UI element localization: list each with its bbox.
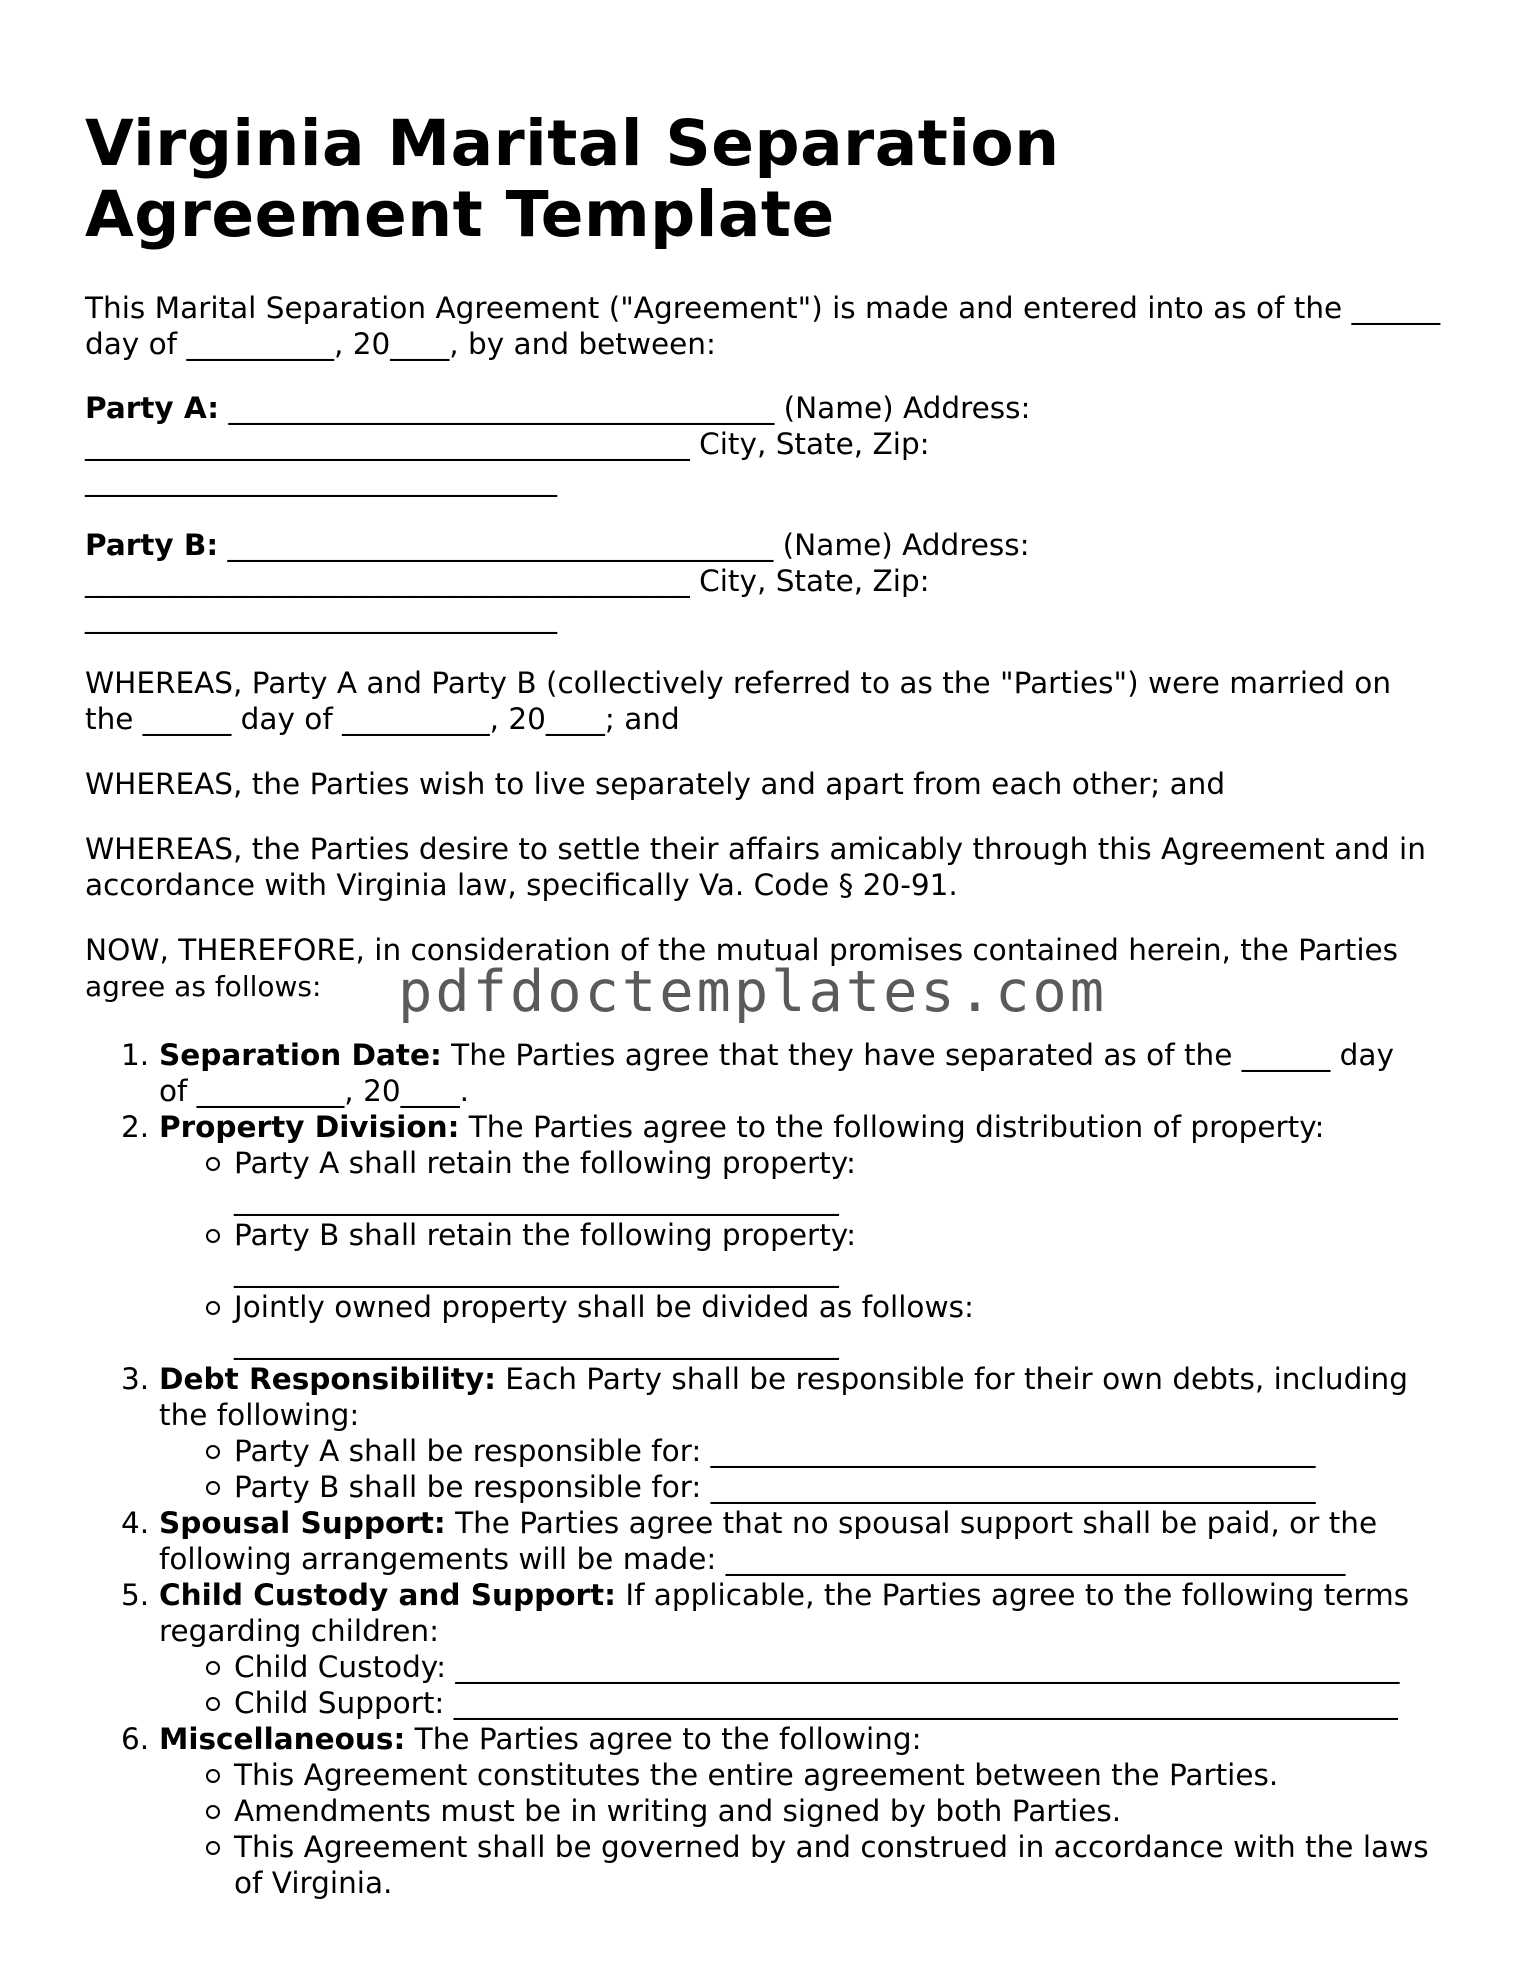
section-number: 6. [121,1722,150,1756]
list-item-text: of Virginia. [234,1866,393,1900]
party-a-block [85,390,1465,498]
section-property-division [121,1109,1532,1361]
party-a-zip-blank: ________________________________ [85,463,557,497]
section-number: 5. [121,1578,150,1612]
list-item: Party B shall be responsible for: _________________________________________ [234,1469,1532,1505]
section-text: Each Party shall be responsible for their own debts, including [495,1362,1408,1396]
list-item: Party A shall be responsible for: _________________________________________ [234,1433,1532,1469]
list-item: Child Support: ________________________________________________________________ [234,1685,1532,1721]
section-text: The Parties agree to the following: [405,1722,922,1756]
whereas-settle-line2: accordance with Virginia law, specifically Va. Code § 20-91. [85,868,958,902]
section-text: The Parties agree to the following distribution of property: [459,1110,1325,1144]
party-a-label: Party A: [85,391,220,425]
section-number: 3. [121,1362,150,1396]
whereas-married-line1: WHEREAS, Party A and Party B (collectively referred to as the "Parties") were married on [85,666,1392,700]
list-item [234,1217,1532,1289]
party-b-label: Party B: [85,528,219,562]
agreement-sections [85,1037,1532,1901]
page-title: Virginia Marital Separation Agreement Template [85,107,1060,251]
section-miscellaneous [121,1721,1532,1901]
section-heading: Separation Date: [159,1038,442,1072]
section-text: of __________, 20____. [159,1074,469,1108]
whereas-separate: WHEREAS, the Parties wish to live separately and apart from each other; and [85,767,1226,801]
section-heading: Miscellaneous: [159,1722,406,1756]
party-a-name-address: _____________________________________ (Name) Address: [219,391,1031,425]
whereas-married [85,665,1465,737]
blank-line: _________________________________________ [234,1326,839,1360]
section-text: following arrangements will be made: __________________________________________ [159,1542,1346,1576]
section-heading: Spousal Support: [159,1506,446,1540]
whereas-married-line2: the ______ day of __________, 20____; and [85,702,680,736]
section-heading: Property Division: [159,1110,460,1144]
section-text: If applicable, the Parties agree to the following terms [615,1578,1410,1612]
party-b-city-state-zip: _________________________________________ City, State, Zip: [85,564,930,598]
section-number: 4. [121,1506,150,1540]
section-number: 1. [121,1038,150,1072]
now-therefore-line1: NOW, THEREFORE, in consideration of the mutual promises contained herein, the Parties [85,933,1399,967]
list-item: Amendments must be in writing and signed by both Parties. [234,1793,1532,1829]
section-text: The Parties agree that they have separated as of the ______ day [441,1038,1394,1072]
list-item [234,1289,1532,1361]
list-item: This Agreement constitutes the entire agreement between the Parties. [234,1757,1532,1793]
list-item-text: Party A shall retain the following property: [234,1146,856,1180]
party-b-block [85,527,1465,635]
debt-list [159,1433,1532,1505]
section-heading: Debt Responsibility: [159,1362,496,1396]
party-b-zip-blank: ________________________________ [85,600,557,634]
section-separation-date [121,1037,1532,1109]
section-text: the following: [159,1398,360,1432]
section-text: The Parties agree that no spousal support shall be paid, or the [445,1506,1378,1540]
list-item: Child Custody: ________________________________________________________________ [234,1649,1532,1685]
child-list [159,1649,1532,1721]
misc-list [159,1757,1532,1901]
party-b-name-address: _____________________________________ (Name) Address: [218,528,1030,562]
list-item [234,1829,1532,1901]
blank-line: _________________________________________ [234,1254,839,1288]
watermark: pdfdoctemplates.com [398,959,1108,1025]
whereas-settle-line1: WHEREAS, the Parties desire to settle their affairs amicably through this Agreement and in [85,832,1426,866]
property-list [159,1145,1532,1361]
section-child-custody [121,1577,1532,1721]
section-text: regarding children: [159,1614,440,1648]
intro-paragraph: This Marital Separation Agreement ("Agreement") is made and entered into as of the ______ day of __________, 20____, by and between: [85,291,1441,361]
now-therefore-line2: agree as follows: [85,970,322,1003]
section-spousal-support [121,1505,1532,1577]
party-a-city-state-zip: _________________________________________ City, State, Zip: [85,427,930,461]
list-item-text: Jointly owned property shall be divided as follows: [234,1290,974,1324]
list-item [234,1145,1532,1217]
blank-line: _________________________________________ [234,1182,839,1216]
section-number: 2. [121,1110,150,1144]
section-debt-responsibility [121,1361,1532,1505]
whereas-settle [85,831,1465,903]
list-item-text: Party B shall retain the following property: [234,1218,857,1252]
section-heading: Child Custody and Support: [159,1578,616,1612]
list-item-text: This Agreement shall be governed by and construed in accordance with the laws [234,1830,1429,1864]
